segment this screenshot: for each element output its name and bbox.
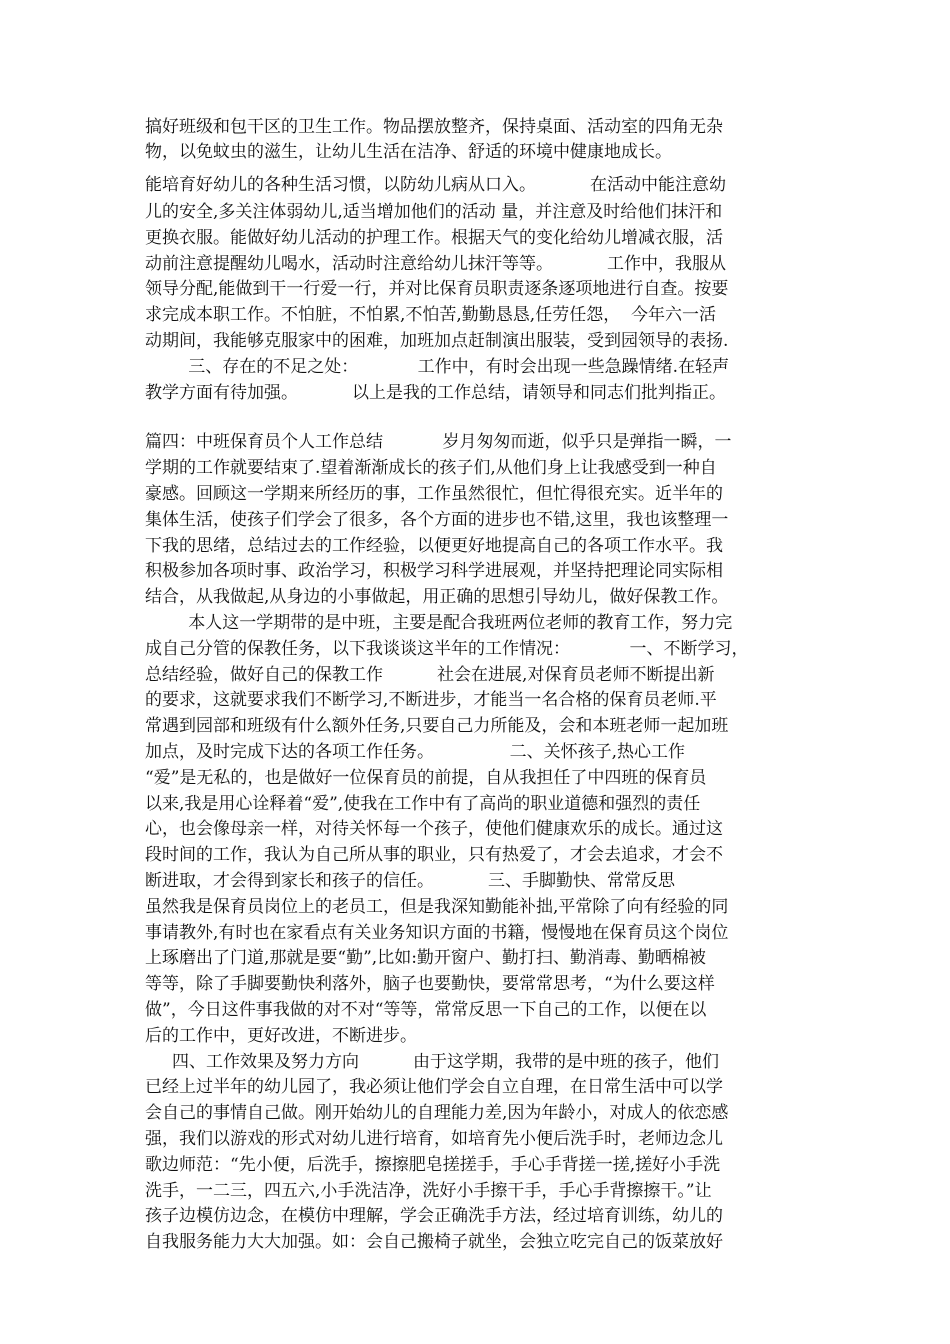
text-line: 成自己分管的保教任务，以下我谈谈这半年的工作情况： 一、不断学习， — [145, 639, 749, 659]
text-line: 歌边师范：“先小便，后洗手，擦擦肥皂搓搓手，手心手背搓一搓,搓好小手洗 — [145, 1155, 721, 1175]
text-line: 以来,我是用心诠释着“爱”,使我在工作中有了高尚的职业道德和强烈的责任 — [145, 794, 701, 814]
text-line: 学期的工作就要结束了.望着渐渐成长的孩子们,从他们身上让我感受到一种自 — [145, 458, 717, 478]
text-line: 心，也会像母亲一样，对待关怀每一个孩子，使他们健康欢乐的成长。通过这 — [145, 819, 723, 839]
text-line: 儿的安全,多关注体弱幼儿,适当增加他们的活动 量，并注意及时给他们抹汗和 — [145, 202, 723, 222]
section-heading-line: 篇四：中班保育员个人工作总结 岁月匆匆而逝，似乎只是弹指一瞬，一 — [145, 432, 732, 452]
text-line: 动期间，我能够克服家中的困难，加班加点赶制演出服装，受到园领导的表扬. — [145, 331, 729, 351]
text-line: 已经上过半年的幼儿园了，我必须让他们学会自立自理，在日常生活中可以学 — [145, 1077, 723, 1097]
text-line: 总结经验，做好自己的保教工作 社会在进展,对保育员老师不断提出新 — [145, 665, 715, 685]
text-line: 会自己的事情自己做。刚开始幼儿的自理能力差,因为年龄小，对成人的依恋感 — [145, 1103, 729, 1123]
text-line: 集体生活，使孩子们学会了很多，各个方面的进步也不错,这里，我也该整理一 — [145, 510, 729, 530]
text-line: 孩子边模仿边念，在模仿中理解，学会正确洗手方法，经过培育训练，幼儿的 — [145, 1206, 723, 1226]
text-line: “爱”是无私的，也是做好一位保育员的前提，自从我担任了中四班的保育员 — [145, 768, 707, 788]
text-line: 教学方面有待加强。 以上是我的工作总结，请领导和同志们批判指正。 — [145, 383, 727, 403]
text-line: 常遇到园部和班级有什么额外任务,只要自己力所能及，会和本班老师一起加班 — [145, 716, 729, 736]
text-line: 搞好班级和包干区的卫生工作。物品摆放整齐，保持桌面、活动室的四角无杂 — [145, 117, 723, 137]
text-line: 物，以免蚊虫的滋生，让幼儿生活在洁净、舒适的环境中健康地成长。 — [145, 142, 672, 162]
text-line: 强，我们以游戏的形式对幼儿进行培育，如培育先小便后洗手时，老师边念儿 — [145, 1129, 723, 1149]
text-line: 本人这一学期带的是中班，主要是配合我班两位老师的教育工作，努力完 — [145, 613, 733, 633]
text-line: 能培育好幼儿的各种生活习惯，以防幼儿病从口入。 在活动中能注意幼 — [145, 175, 727, 195]
text-line: 更换衣服。能做好幼儿活动的护理工作。根据天气的变化给幼儿增减衣服，活 — [145, 228, 723, 248]
text-line: 上琢磨出了门道,那就是要“勤”,比如:勤开窗户、勤打扫、勤消毒、勤晒棉被 — [145, 948, 706, 968]
text-line: 积极参加各项时事、政治学习，积极学习科学进展观，并坚持把理论同实际相 — [145, 561, 723, 581]
text-line: 求完成本职工作。不怕脏，不怕累,不怕苦,勤勤恳恳,任劳任怨， 今年六一活 — [145, 305, 717, 325]
text-line: 后的工作中，更好改进，不断进步。 — [145, 1026, 417, 1046]
text-line: 下我的思绪，总结过去的工作经验，以便更好地提高自己的各项工作水平。我 — [145, 536, 723, 556]
text-line: 豪感。回顾这一学期来所经历的事，工作虽然很忙，但忙得很充实。近半年的 — [145, 484, 723, 504]
text-line: 动前注意提醒幼儿喝水，活动时注意给幼儿抹汗等等。 工作中，我服从 — [145, 254, 727, 274]
text-line: 自我服务能力大大加强。如：会自己搬椅子就坐，会独立吃完自己的饭菜放好 — [145, 1232, 723, 1252]
text-line: 事请教外,有时也在家看点有关业务知识方面的书籍，慢慢地在保育员这个岗位 — [145, 923, 729, 943]
text-line: 三、存在的不足之处： 工作中，有时会出现一些急躁情绪.在轻声 — [145, 357, 730, 377]
text-line: 虽然我是保育员岗位上的老员工，但是我深知勤能补拙,平常除了向有经验的同 — [145, 897, 729, 917]
text-line: 四、工作效果及努力方向 由于这学期，我带的是中班的孩子，他们 — [145, 1052, 720, 1072]
text-line: 领导分配,能做到干一行爱一行，并对比保育员职责逐条逐项地进行自查。按要 — [145, 279, 729, 299]
text-line: 的要求，这就要求我们不断学习,不断进步，才能当一名合格的保育员老师.平 — [145, 690, 717, 710]
text-line: 结合，从我做起,从身边的小事做起，用正确的思想引导幼儿，做好保教工作。 — [145, 587, 729, 607]
text-line: 等等，除了手脚要勤快利落外，脑子也要勤快，要常常思考，“为什么要这样 — [145, 974, 715, 994]
text-line: 段时间的工作，我认为自己所从事的职业，只有热爱了，才会去追求，才会不 — [145, 845, 723, 865]
text-line: 断进取，才会得到家长和孩子的信任。 三、手脚勤快、常常反思 — [145, 871, 676, 891]
text-line: 加点，及时完成下达的各项工作任务。 二、关怀孩子,热心工作 — [145, 742, 686, 762]
text-line: 做”，今日这件事我做的对不对“等等，常常反思一下自己的工作，以便在以 — [145, 1000, 707, 1020]
blank-line — [145, 406, 825, 430]
text-line: 洗手，一二三，四五六,小手洗洁净，洗好小手擦干手，手心手背擦擦干。”让 — [145, 1181, 712, 1201]
